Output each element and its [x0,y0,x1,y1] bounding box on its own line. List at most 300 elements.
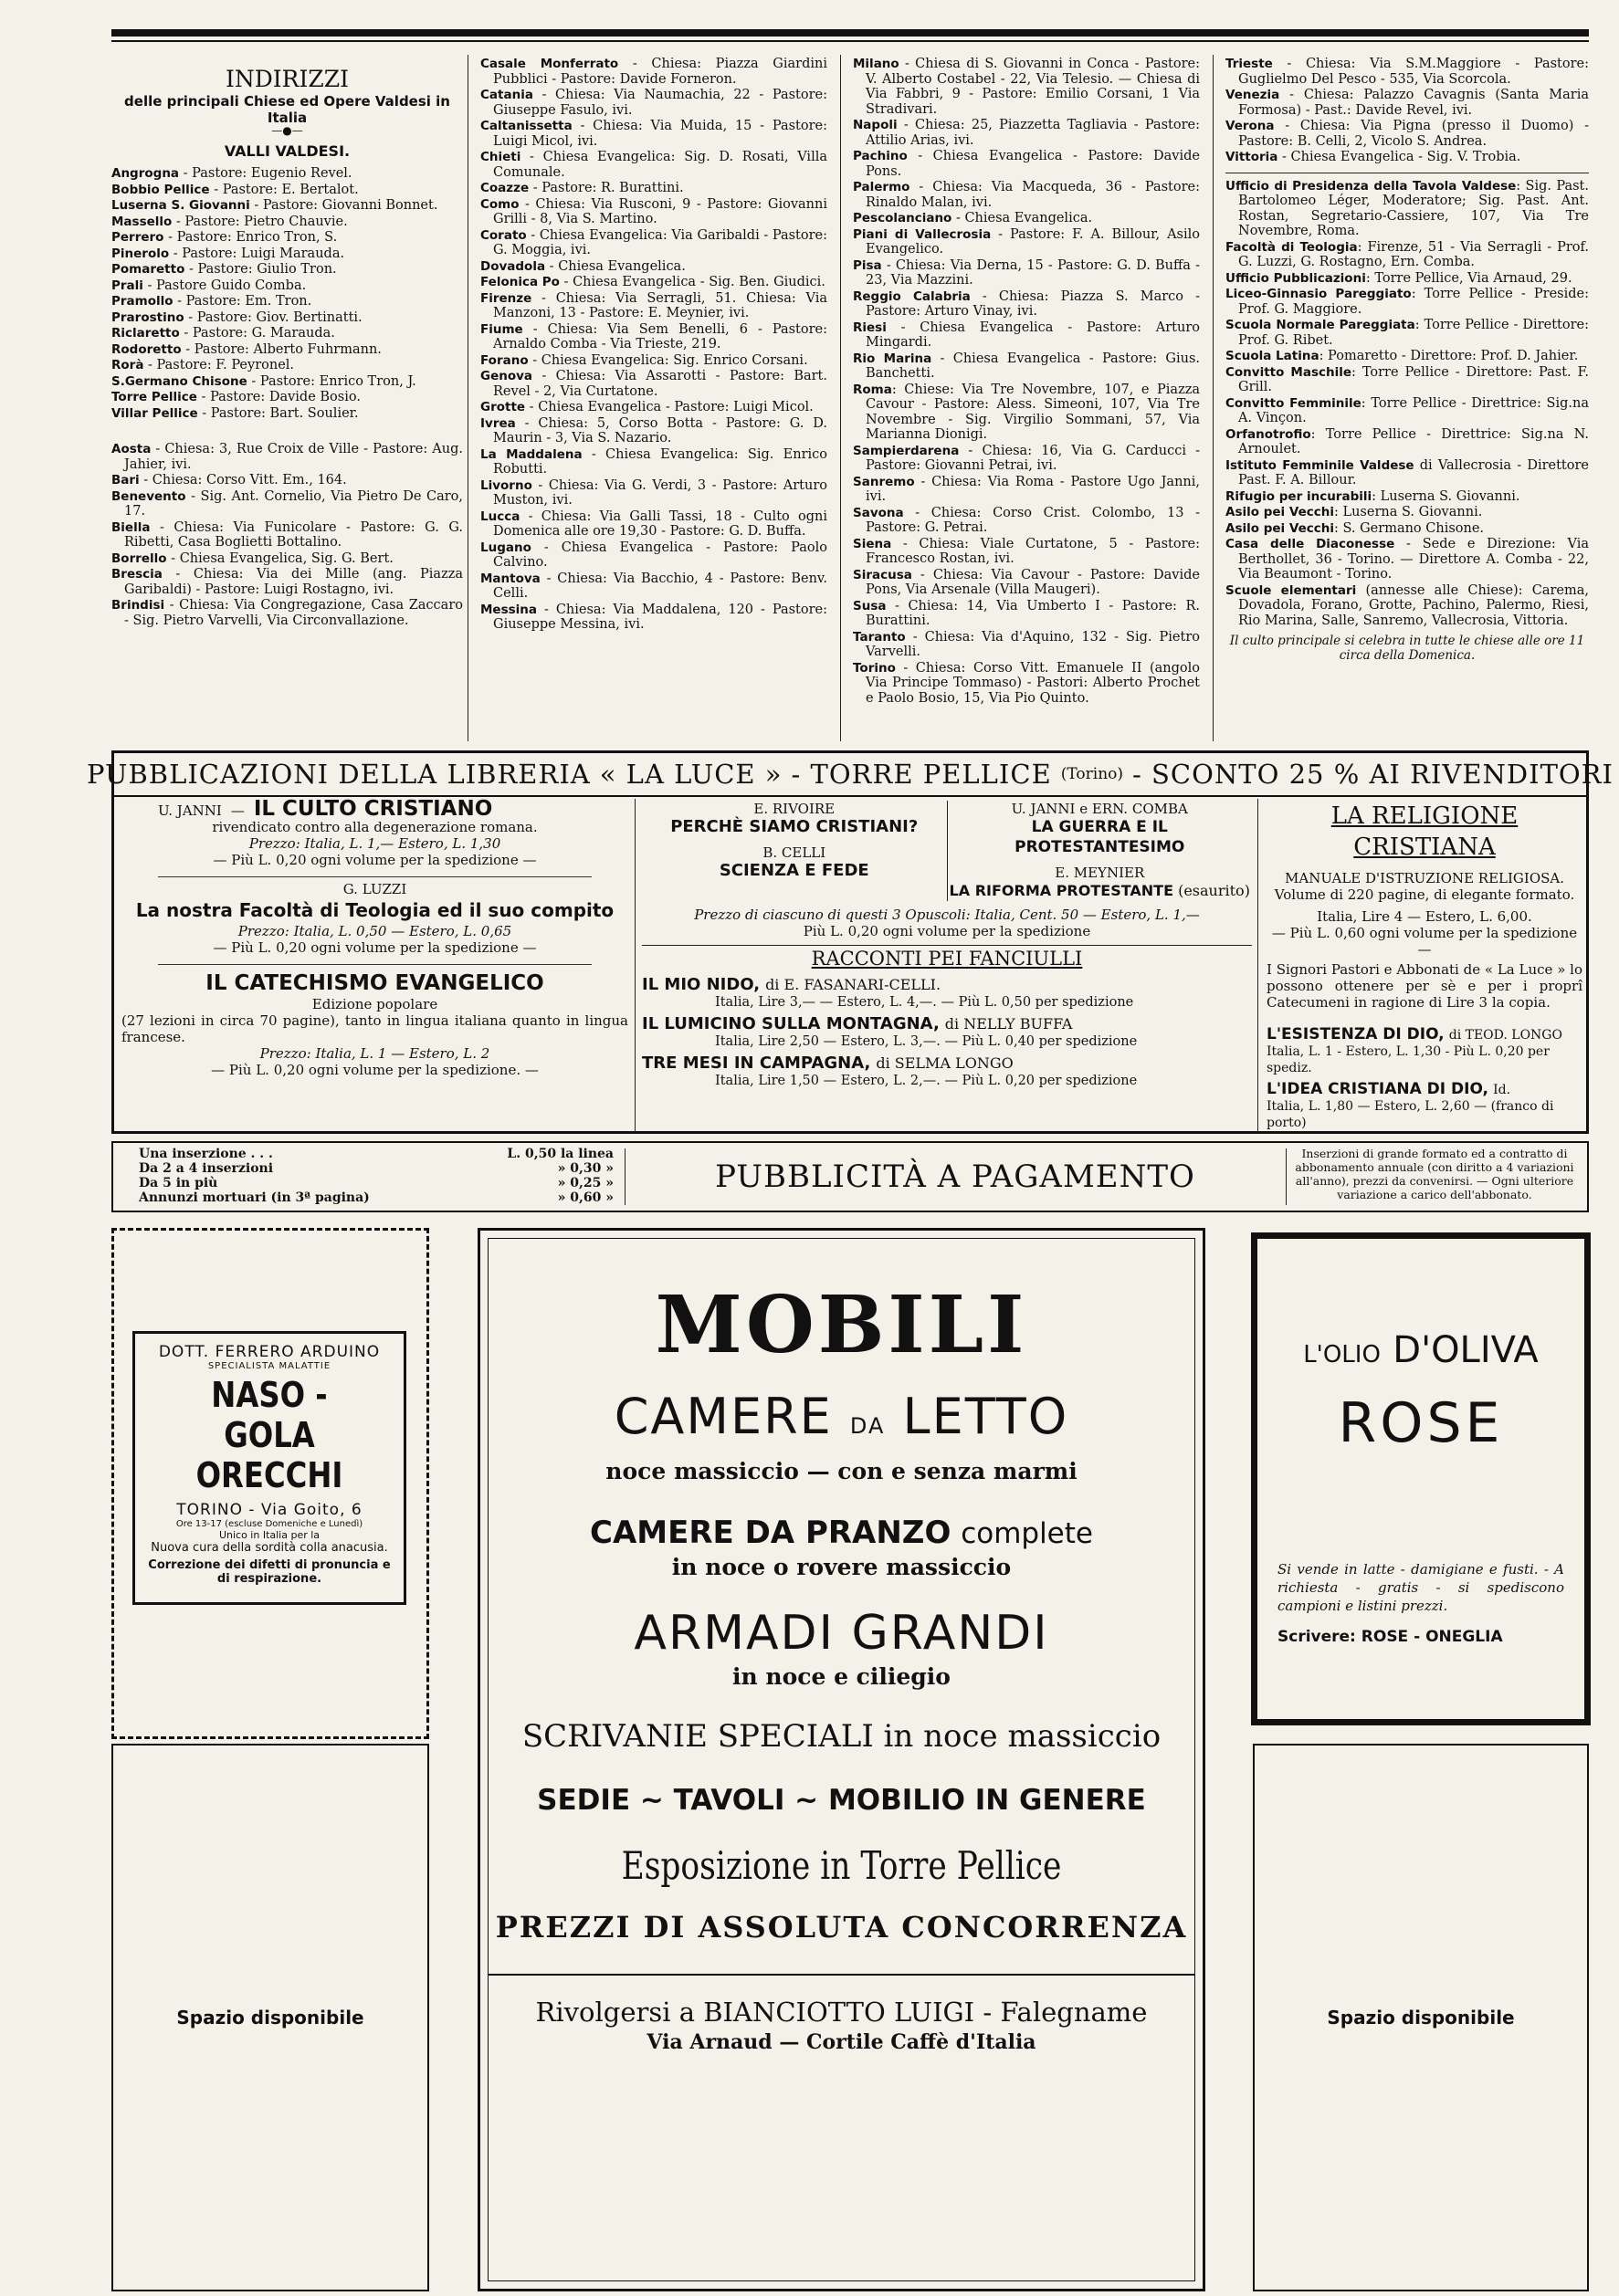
entry-place: Coazze [480,181,530,195]
idea-title: L'IDEA CRISTIANA DI DIO, [1267,1080,1489,1098]
directory-entry [1225,57,1589,87]
entry-details: - Sede e Direzione: Via Berthollet, 36 - Torino. — Direttore A. Comba - 22, Via Beaumont - Torino. [1238,537,1589,582]
pub-right-column [1267,801,1582,1131]
religione-sub: MANUALE D'ISTRUZIONE RELIGIOSA. [1285,870,1564,886]
entry-details: - Chiesa: Via Macqueda, 36 - Pastore: Rinaldo Malan, ivi. [866,180,1200,210]
entry-details: - Pastore: R. Burattini. [529,181,684,195]
ornament: —●— [271,124,303,137]
entry-place: Asilo pei Vecchi [1225,505,1334,519]
cities-list-b [480,57,827,633]
rate-value: » 0,25 » [557,1176,614,1190]
directory-entry [853,630,1200,660]
directory-entry [480,353,827,369]
catechismo-title: IL CATECHISMO EVANGELICO [205,971,544,995]
directory-column-1 [111,57,463,629]
directory-entry [480,119,827,149]
directory-title: INDIRIZZI [226,66,349,92]
directory-entry [853,57,1200,117]
directory-entry [853,475,1200,505]
directory-entry [480,478,827,508]
directory-entry [480,275,827,290]
directory-entry [111,489,463,519]
entry-details: - Chiesa: 14, Via Umberto I - Pastore: R. Burattini. [866,598,1200,628]
entry-details: - Chiesa di S. Giovanni in Conca - Pastore: V. Alberto Costabel - 22, Via Telesio. — Chiesa di Via Fabbri, 9 - Pastore: Emilio Corsani, 1 Via Stradivari. [866,57,1200,117]
directory-entry [1225,318,1589,348]
scrivanie: SCRIVANIE SPECIALI in noce massiccio [521,1718,1162,1755]
entry-details: - Chiesa: Piazza Giardini Pubblici - Pastore: Davide Forneron. [493,57,827,87]
entry-details: - Chiesa: Via Congregazione, Casa Zaccaro - Sig. Pietro Varvelli, Via Circonvallazione. [124,598,463,628]
rates-note: Inserzioni di grande formato ed a contratto di abbonamento annuale (con diritto a 4 variazioni all'anno), prezzi da convenirsi. — Ogni ulteriore variazione a carico dell'abbonato. [1295,1147,1574,1201]
sedie: SEDIE ~ TAVOLI ~ MOBILIO IN GENERE [537,1784,1146,1817]
entry-place: Dovadola [480,258,546,274]
letto-word: LETTO [902,1388,1069,1445]
directory-entry [480,447,827,477]
entry-details: - Chiesa Evangelica - Sig. Ben. Giudici. [559,275,825,289]
pub-middle-column [642,801,1252,1089]
directory-entry [480,291,827,321]
entry-details: - Pastore: Bart. Soulier. [197,405,359,421]
religione-price: Italia, Lire 4 — Estero, L. 6,00. [1317,908,1532,925]
entry-place: Sanremo [853,474,915,489]
entry-place: Scuola Latina [1225,349,1319,363]
directory-entry [111,442,463,472]
entry-details: - Chiesa: Palazzo Cavagnis (Santa Maria Formosa) - Past.: Davide Revel, ivi. [1238,88,1589,118]
entry-place: Prarostino [111,309,184,325]
directory-entry [111,215,463,230]
directory-entry [111,278,463,294]
directory-entry [111,374,463,390]
entry-place: Piani di Vallecrosia [853,226,992,242]
directory-entry [111,262,463,278]
directory-entry [480,259,827,275]
entry-details: - Chiesa Evangelica. [545,258,686,274]
entry-details: - Chiesa: 3, Rue Croix de Ville - Pastore: Aug. Jahier, ivi. [124,442,463,472]
pranzo: CAMERE DA PRANZO [590,1515,951,1551]
entry-place: Villar Pellice [111,405,198,421]
pub-divider [1257,799,1258,1132]
divider [158,964,592,965]
religione-ship: — Più L. 0,60 ogni volume per la spedizione — [1271,925,1578,958]
entry-place: Catania [480,88,533,102]
entry-details: - Chiesa: Piazza S. Marco - Pastore: Arturo Vinay, ivi. [866,288,1200,319]
entry-place: Venezia [1225,88,1280,102]
opuscoli-ship: Più L. 0,20 ogni volume per la spedizione [803,923,1091,939]
directory-entry [480,603,827,633]
ferrero-hours: Ore 13-17 (escluse Domeniche e Lunedì) [175,1519,363,1529]
directory-entry [1225,427,1589,457]
religione-pages: Volume di 220 pagine, di elegante formato. [1274,886,1575,903]
pub-divider [635,799,636,1132]
racconto-title: IL LUMICINO SULLA MONTAGNA, [642,1014,940,1033]
entry-details: di Vallecrosia - Direttore Past. F. A. Billour. [1238,457,1589,488]
directory-entry [1225,88,1589,118]
directory-entry [111,183,463,198]
entry-place: Forano [480,352,529,368]
olio-ad [1251,1232,1591,1725]
racconto-price: Italia, Lire 1,50 — Estero, L. 2,—. — Più L. 0,20 per spedizione [715,1074,1138,1088]
directory-entry [480,369,827,399]
entry-place: Trieste [1225,57,1273,71]
ferrero-line2: ORECCHI [195,1455,343,1495]
entry-place: Pisa [853,257,882,273]
noce-rovere: in noce o rovere massiccio [671,1554,1012,1580]
entry-details: (annesse alle Chiese): Carema, Dovadola, Forano, Grotte, Pachino, Palermo, Riesi, Rio Marina, Salle, Sanremo, Vallecrosia, Vittoria. [1238,582,1590,628]
directory-entry [111,310,463,326]
column-divider [1213,55,1214,741]
entry-details: : Luserna S. Giovanni. [1372,488,1520,504]
entry-details: : Firenze, 51 - Via Serragli - Prof. G. Luzzi, G. Rostagno, Ern. Comba. [1238,239,1589,269]
directory-entry [853,211,1200,226]
perche-title: PERCHÈ SIAMO CRISTIANI? [670,817,919,836]
rate-label: Da 2 a 4 inserzioni [139,1161,274,1176]
religione-note: I Signori Pastori e Abbonati de « La Luce » lo possono ottenere per sè e per i proprî Catecumeni in ragione di Lire 3 la copia. [1267,961,1582,1011]
culto-author: U. JANNI [158,802,222,819]
entry-place: Scuole elementari [1225,582,1357,598]
rate-value: L. 0,50 la linea [507,1147,614,1161]
scienza-author: B. CELLI [762,844,826,861]
entry-place: Como [480,196,520,212]
entry-details: - Pastore: Em. Tron. [173,294,312,309]
olio-line1 [1277,1326,1564,1378]
entry-details: - Chiesa Evangelica - Pastore: Gius. Banchetti. [866,351,1200,381]
racconto-title: TRE MESI IN CAMPAGNA, [642,1054,871,1073]
directory-entry [1225,150,1589,165]
directory-entry [111,166,463,182]
spazio-right: Spazio disponibile [1327,2007,1515,2029]
racconto-title-line [642,975,1252,994]
idea-author: Id. [1493,1083,1511,1097]
racconto-title-line [642,1054,1252,1073]
racconto-author: di E. FASANARI-CELLI. [765,976,941,993]
entry-place: Milano [853,57,899,71]
directory-entry [111,230,463,246]
directory-entry [1225,521,1589,537]
directory-entry [1225,240,1589,270]
religione-title: LA RELIGIONE CRISTIANA [1330,802,1519,861]
publications-discount: - SCONTO 25 % AI RIVENDITORI [1132,759,1614,790]
ferrero-address: TORINO - Via Goito, 6 [176,1501,363,1519]
entry-details: - Chiesa: Viale Curtatone, 5 - Pastore: Francesco Rostan, ivi. [866,536,1200,566]
ferrero-unique: Unico in Italia per la [218,1529,321,1541]
culto-sub: rivendicato contro alla degenerazione romana. [212,819,538,835]
entry-place: Riesi [853,320,887,335]
armadi: ARMADI GRANDI [634,1606,1049,1661]
noce-marmi: noce massiccio — con e senza marmi [605,1458,1078,1484]
entry-place: Vittoria [1225,150,1278,164]
esistenza-price: Italia, L. 1 - Estero, L. 1,30 - Più L. 0,20 per spediz. [1267,1044,1550,1075]
directory-entry [480,181,827,196]
directory-entry [111,358,463,373]
entry-details: : Torre Pellice - Direttrice: Sig.na N. Arnoulet. [1238,426,1589,456]
publications-torino: (Torino) [1060,765,1124,783]
entry-place: Pachino [853,149,908,163]
spazio-left-box [111,1744,429,2291]
directory-entry [853,258,1200,288]
entry-place: Facoltà di Teologia [1225,239,1358,255]
entry-place: Ivrea [480,415,516,431]
entry-place: Torre Pellice [111,390,197,404]
esposizione: Esposizione in Torre Pellice [621,1843,1062,1888]
entry-place: Palermo [853,180,910,194]
directory-entry [853,506,1200,536]
entry-place: Messina [480,602,538,617]
directory-entry [480,322,827,352]
directory-entry [480,228,827,258]
directory-entry [1225,505,1589,520]
esistenza-author: di TEOD. LONGO [1448,1028,1562,1043]
perche-author: E. RIVOIRE [753,801,836,817]
entry-details: - Chiesa Evangelica: Sig. D. Rosati, Villa Comunale. [493,150,827,180]
entry-details: - Chiesa: Via Roma - Pastore Ugo Janni, ivi. [866,474,1200,504]
footnote: Il culto principale si celebra in tutte le chiese alle ore 11 circa della Domenica. [1229,634,1585,663]
directory-entry [1225,287,1589,317]
entry-details: - Chiesa: Via Bacchio, 4 - Pastore: Benv. Celli. [493,571,827,601]
opuscoli-price: Prezzo di ciascuno di questi 3 Opuscoli: Italia, Cent. 50 — Estero, L. 1,— [694,907,1200,923]
entry-place: Ufficio Pubblicazioni [1225,270,1366,286]
directory-entry [1225,537,1589,582]
entry-details: - Chiesa Evangelica - Sig. V. Trobia. [1277,150,1521,164]
entry-place: Siracusa [853,567,912,582]
culto-ship: — Più L. 0,20 ogni volume per la spedizione — [213,852,537,868]
entry-place: Istituto Femminile Valdese [1225,457,1414,473]
racconto-author: di SELMA LONGO [876,1054,1014,1072]
entry-place: Asilo pei Vecchi [1225,520,1334,536]
entry-place: Genova [480,369,533,383]
entry-place: Convitto Femminile [1225,395,1361,411]
entry-details: - Pastore: G. Marauda. [179,326,335,341]
directory-entry [111,246,463,262]
entry-details: - Pastore: Enrico Tron, S. [163,230,338,245]
entry-place: Biella [111,519,151,535]
idea-line [1267,1080,1582,1098]
entry-place: Aosta [111,442,152,456]
entry-place: Rodoretto [111,341,182,357]
olio-rose: ROSE [1338,1391,1504,1455]
entry-details: - Chiesa Evangelica - Pastore: Paolo Calvino. [493,540,827,570]
entry-details: : Torre Pellice, Via Arnaud, 29. [1365,270,1572,286]
entry-place: Bari [111,473,140,488]
directory-entry [111,390,463,405]
riforma-line [948,881,1253,901]
rates-title: PUBBLICITÀ A PAGAMENTO [715,1158,1195,1195]
entry-place: Lucca [480,508,520,524]
directory-entry [853,351,1200,382]
directory-entry [480,571,827,602]
entry-place: Ufficio di Presidenza della Tavola Valdese [1225,178,1517,194]
entry-details: - Chiesa: Via Rusconi, 9 - Pastore: Giovanni Grilli - 8, Via S. Martino. [493,196,827,226]
culto-heading: U. JANNI — IL CULTO CRISTIANO [158,797,493,821]
directory-entry [111,567,463,597]
directory-entry [1225,179,1589,239]
catechismo-price: Prezzo: Italia, L. 1 — Estero, L. 2 [259,1045,490,1062]
esistenza-line [1267,1025,1582,1043]
directory-entry [111,598,463,628]
entry-details: - Chiesa: Via G. Verdi, 3 - Pastore: Arturo Muston, ivi. [493,477,827,508]
entry-details: - Chiesa: Via S.M.Maggiore - Pastore: Guglielmo Del Pesco - 535, Via Scorcola. [1238,57,1589,87]
directory-entry [1225,396,1589,426]
entry-details: - Pastore: Luigi Marauda. [169,246,345,261]
ferrero-specialty: SPECIALISTA MALATTIE [207,1361,331,1371]
mobili-ad [478,1228,1205,2291]
entry-details: - Chiesa: Corso Vitt. Em., 164. [139,473,347,488]
entry-details: - Pastore: F. Peyronel. [143,358,295,372]
entry-details: : Sig. Past. Bartolomeo Léger, Moderatore; Sig. Past. Ant. Rostan, Segretario-Cassiere, 107, Via Tre Novembre, Roma. [1238,178,1589,238]
entry-details: - Pastore: E. Bertalot. [209,182,359,197]
entry-place: Taranto [853,629,906,645]
entry-details: : Chiese: Via Tre Novembre, 107, e Piazza Cavour - Pastore: Aless. Simeoni, 107, Via Tre Novembre - Sig. Virgilio Sommani, 57, Via Marianna Dionigi. [866,382,1200,442]
entry-details: : Torre Pellice - Preside: Prof. G. Maggiore. [1238,287,1589,317]
entry-details: - Chiesa: Via Maddalena, 120 - Pastore: Giuseppe Messina, ivi. [493,602,827,632]
entry-details: - Chiesa: Via d'Aquino, 132 - Sig. Pietro Varvelli. [866,629,1200,659]
riforma-note: (esaurito) [1178,882,1250,899]
valli-header: VALLI VALDESI. [224,142,351,160]
ferrero-cure: Nuova cura della sordità colla anacusia. [151,1541,388,1555]
entry-details: - Chiesa Evangelica. [951,211,1093,225]
entry-details: : Torre Pellice - Direttore: Past. F. Grill. [1238,364,1589,394]
entry-place: Grotte [480,400,526,414]
directory-entry [480,197,827,227]
entry-place: Luserna S. Giovanni [111,198,250,213]
racconto-title: IL MIO NIDO, [642,975,761,994]
entry-details: - Pastore: Pietro Chauvie. [172,214,348,229]
ferrero-ad [132,1331,406,1605]
directory-entry [111,520,463,550]
entry-details: : Pomaretto - Direttore: Prof. D. Jahier. [1319,349,1579,363]
racconto-item [642,1054,1252,1089]
entry-place: Rorà [111,358,144,372]
facolta-author: G. LUZZI [342,881,407,897]
entry-details: - Chiesa: Via Cavour - Pastore: Davide Pons, Via Arsenale (Villa Maugeri). [866,567,1200,597]
pranzo-line [489,1515,1194,1552]
directory-entry [480,540,827,571]
complete: complete [961,1517,1093,1550]
entry-place: Susa [853,598,887,613]
directory-entry [111,406,463,422]
entry-place: Verona [1225,119,1275,133]
entry-place: Rifugio per incurabili [1225,488,1372,504]
entry-details: - Pastore: Alberto Fuhrmann. [181,341,382,357]
entry-details: - Sig. Ant. Cornelio, Via Pietro De Caro, 17. [124,488,463,519]
culto-price: Prezzo: Italia, L. 1,— Estero, L. 1,30 [248,835,501,852]
entry-details: - Chiesa Evangelica - Pastore: Arturo Mingardi. [866,320,1200,350]
entry-place: Lugano [480,540,531,555]
racconto-title-line [642,1014,1252,1033]
facolta-price: Prezzo: Italia, L. 0,50 — Estero, L. 0,65 [237,923,512,939]
entry-place: Siena [853,536,892,551]
entry-place: Pramollo [111,294,173,309]
catechismo-ship: — Più L. 0,20 ogni volume per la spedizione. — [211,1062,539,1078]
racconto-price: Italia, Lire 3,— — Estero, L. 4,—. — Più L. 0,50 per spedizione [715,995,1134,1010]
racconti-header: RACCONTI PEI FANCIULLI [811,948,1083,970]
rate-row [139,1190,614,1205]
rate-label: Da 5 in più [139,1176,218,1190]
directory-entry [480,509,827,540]
directory-entry [853,568,1200,598]
advertising-rates-box [111,1141,1589,1212]
entry-place: Riclaretto [111,326,180,341]
entry-place: Benevento [111,488,186,504]
guerra-block [948,801,1253,901]
entry-details: - Chiesa: 5, Corso Botta - Pastore: G. D. Maurin - 3, Via S. Nazario. [493,415,827,446]
publications-title: PUBBLICAZIONI DELLA LIBRERIA [87,759,591,790]
entry-place: Livorno [480,477,532,493]
directory-entry [1225,489,1589,505]
publications-box [87,750,1614,1134]
entry-details: - Pastore: F. A. Billour, Asilo Evangelico. [866,226,1200,257]
guerra-author: U. JANNI e ERN. COMBA [1011,801,1188,817]
directory-entry [853,537,1200,567]
rate-label: Annunzi mortuari (in 3ª pagina) [139,1190,370,1205]
spazio-right-box [1253,1744,1589,2291]
entry-place: Prali [111,278,143,293]
directory-entry [853,661,1200,707]
entry-place: Scuola Normale Pareggiata [1225,318,1415,332]
rate-value: » 0,60 » [557,1190,614,1205]
rate-row [139,1176,614,1190]
entry-details: - Chiesa: Via Pigna (presso il Duomo) - Pastore: B. Celli, 2, Vicolo S. Andrea. [1238,119,1589,149]
directory-entry [1225,271,1589,287]
cities-list-a [111,442,463,628]
entry-place: Savona [853,505,904,520]
top-rule [111,29,1589,37]
entry-place: Borrello [111,550,167,566]
directory-entry [853,599,1200,629]
mobili-title: MOBILI [655,1279,1028,1371]
divider [158,876,592,877]
guerra-title: LA GUERRA E IL PROTESTANTESIMO [1015,818,1185,856]
directory-entry [111,342,463,358]
rate-label: Una inserzione . . . [139,1147,273,1161]
facolta-title: La nostra Facoltà di Teologia ed il suo compito [135,899,615,921]
directory-entry [1225,458,1589,488]
directory-entry [480,416,827,446]
directory-entry [1225,119,1589,149]
rates-table [139,1147,614,1205]
entry-details: - Chiesa: Via Funicolare - Pastore: G. G. Ribetti, Casa Boglietti Bottalino. [124,519,463,550]
entry-place: S.Germano Chisone [111,373,247,389]
entry-details: - Chiesa: Via Serragli, 51. Chiesa: Via Manzoni, 13 - Pastore: E. Meynier, ivi. [493,290,827,320]
entry-details: - Chiesa: 16, Via G. Carducci - Pastore: Giovanni Petrai, ivi. [866,443,1200,473]
directory-entry [1225,583,1589,629]
entry-place: Angrogna [111,166,180,181]
directory-entry [480,150,827,180]
entry-details: : Torre Pellice - Direttore: Prof. G. Ribet. [1238,318,1589,348]
ferrero-ad-outer [111,1228,429,1739]
institutions-list [1225,179,1589,629]
directory-entry [853,149,1200,179]
entry-details: : S. Germano Chisone. [1333,520,1485,536]
directory-entry [111,294,463,309]
directory-entry [111,326,463,341]
directory-entry [853,289,1200,320]
entry-place: Felonica Po [480,275,560,289]
entry-details: - Chiesa: Via Sem Benelli, 6 - Pastore: Arnaldo Comba - Via Trieste, 219. [493,321,827,351]
cities-list-d [1225,57,1589,165]
entry-details: - Chiesa: Via Muida, 15 - Pastore: Luigi Micol, ivi. [493,119,827,149]
entry-place: Casa delle Diaconesse [1225,537,1395,551]
entry-place: Firenze [480,290,532,306]
directory-entry [1225,349,1589,364]
entry-details: - Pastore: Giovanni Bonnet. [249,198,438,213]
perche-block [642,801,948,901]
ferrero-line1: NASO - GOLA [211,1375,328,1455]
entry-details: - Pastore Guido Comba. [142,278,307,293]
entry-details: - Chiesa: Via dei Mille (ang. Piazza Garibaldi) - Pastore: Luigi Rostagno, ivi. [124,567,463,597]
entry-place: Corato [480,227,527,243]
facolta-ship: — Più L. 0,20 ogni volume per la spedizione — [213,939,537,956]
entry-place: Pomaretto [111,262,185,277]
entry-details: - Chiesa: Corso Crist. Colombo, 13 - Pastore: G. Petrai. [866,505,1200,535]
